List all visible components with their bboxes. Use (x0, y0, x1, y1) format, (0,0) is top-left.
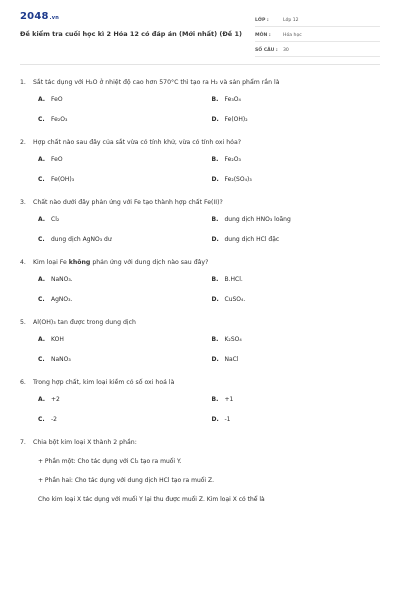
option-label: B. (211, 396, 219, 403)
question-number: 2. (20, 139, 26, 146)
option-label: D. (211, 356, 219, 363)
option-label: A. (38, 396, 46, 403)
option-label: A. (38, 336, 46, 343)
option-a[interactable] (38, 95, 212, 104)
option-text: +2 (51, 396, 60, 403)
option-text: Fe(OH)₂ (224, 116, 248, 123)
option-b[interactable] (212, 395, 386, 404)
question-7 (20, 438, 385, 504)
question-number: 1. (20, 79, 26, 86)
option-c[interactable] (38, 295, 212, 304)
question-5 (20, 318, 385, 378)
option-d[interactable] (212, 415, 386, 424)
question-6 (20, 378, 385, 438)
option-label: C. (38, 176, 45, 183)
meta-key: SỐ CÂU : (255, 47, 278, 53)
meta-row-count (255, 44, 380, 57)
question-stem: Hợp chất nào sau đây của sắt vừa có tính khử, vừa có tính oxi hóa? (33, 139, 242, 146)
option-label: B. (211, 156, 219, 163)
stem-emphasis: không (68, 259, 91, 266)
option-c[interactable] (38, 175, 212, 184)
exam-title: Đề kiểm tra cuối học kì 2 Hóa 12 có đáp án (Mới nhất) (Đề 1) (20, 30, 242, 38)
exam-meta (255, 14, 380, 59)
question-list (20, 78, 385, 504)
option-text: KOH (51, 336, 64, 343)
option-text: dung dịch HNO₃ loãng (224, 216, 291, 223)
question-stem: Al(OH)₃ tan được trong dung dịch (33, 319, 136, 326)
header-divider (20, 64, 380, 65)
option-text: NaNO₃ (51, 356, 71, 363)
stem-part: Kim loại Fe (33, 259, 69, 266)
meta-value: Hóa học (283, 32, 302, 38)
meta-key: MÔN : (255, 32, 271, 38)
question-1 (20, 78, 385, 138)
option-text: B.HCl. (224, 276, 243, 283)
option-label: D. (211, 236, 219, 243)
option-a[interactable] (38, 395, 212, 404)
question-2 (20, 138, 385, 198)
option-label: C. (38, 296, 45, 303)
stem-part: phản ứng với dung dịch nào sau đây? (90, 259, 209, 266)
option-text: NaCl (224, 356, 239, 363)
option-text: Fe₂O₃ (224, 156, 241, 163)
option-label: C. (38, 356, 45, 363)
option-text: FeO (51, 96, 63, 103)
option-b[interactable] (212, 215, 386, 224)
option-label: B. (211, 336, 219, 343)
option-b[interactable] (212, 275, 386, 284)
option-b[interactable] (212, 335, 386, 344)
option-c[interactable] (38, 355, 212, 364)
option-label: D. (211, 416, 219, 423)
question-3 (20, 198, 385, 258)
question-number: 4. (20, 259, 26, 266)
meta-row-class (255, 14, 380, 27)
option-text: Fe₂O₃ (51, 116, 68, 123)
option-label: D. (211, 116, 219, 123)
option-text: dung dịch HCl đặc (224, 236, 280, 243)
option-text: Fe(OH)₃ (51, 176, 75, 183)
option-label: C. (38, 236, 45, 243)
option-c[interactable] (38, 115, 212, 124)
option-text: -2 (51, 416, 57, 423)
option-c[interactable] (38, 235, 212, 244)
question-number: 7. (20, 439, 26, 446)
option-text: Cl₂ (51, 216, 60, 223)
option-d[interactable] (212, 235, 386, 244)
meta-key: LỚP : (255, 17, 269, 23)
option-text: dung dịch AgNO₃ dư (51, 236, 112, 243)
question-number: 6. (20, 379, 26, 386)
option-b[interactable] (212, 95, 386, 104)
option-text: NaNO₃. (51, 276, 73, 283)
question-number: 3. (20, 199, 26, 206)
option-d[interactable] (212, 115, 386, 124)
option-c[interactable] (38, 415, 212, 424)
question-tail: Cho kim loại X tác dụng với muối Y lại thu được muối Z. Kim loại X có thể là (38, 496, 265, 503)
option-label: D. (211, 176, 219, 183)
option-a[interactable] (38, 275, 212, 284)
option-label: D. (211, 296, 219, 303)
option-label: C. (38, 416, 45, 423)
question-stem: Chất nào dưới đây phản ứng với Fe tạo thành hợp chất Fe(II)? (33, 199, 223, 206)
question-stem: Sắt tác dụng với H₂O ở nhiệt độ cao hơn 570°C thì tạo ra H₂ và sản phẩm rắn là (33, 79, 280, 86)
option-label: B. (211, 276, 219, 283)
option-text: CuSO₄. (224, 296, 246, 303)
question-4 (20, 258, 385, 318)
meta-value: Lớp 12 (283, 17, 299, 23)
option-text: +1 (224, 396, 234, 403)
option-text: FeO (51, 156, 63, 163)
option-text: K₂SO₄ (224, 336, 242, 343)
option-text: -1 (224, 416, 231, 423)
site-logo[interactable] (20, 11, 59, 22)
option-text: Fe₃O₄ (224, 96, 241, 103)
question-stem (33, 258, 385, 267)
question-part-2: + Phần hai: Cho tác dụng với dung dịch HCl tạo ra muối Z. (38, 477, 215, 484)
meta-value: 30 (283, 47, 289, 53)
option-label: A. (38, 96, 46, 103)
question-part-1: + Phần một: Cho tác dụng với Cl₂ tạo ra muối Y. (38, 458, 182, 465)
option-label: A. (38, 216, 46, 223)
question-stem: Trong hợp chất, kim loại kiềm có số oxi hoá là (33, 379, 175, 386)
option-label: B. (211, 96, 219, 103)
option-d[interactable] (212, 355, 386, 364)
option-text: Fe₂(SO₄)₃ (224, 176, 252, 183)
question-stem: Chia bột kim loại X thành 2 phần: (33, 439, 137, 446)
option-label: C. (38, 116, 45, 123)
question-number: 5. (20, 319, 26, 326)
logo-text: 2048 (20, 11, 49, 22)
meta-row-subject (255, 29, 380, 42)
option-d[interactable] (212, 295, 386, 304)
option-b[interactable] (212, 155, 386, 164)
option-a[interactable] (38, 335, 212, 344)
option-label: A. (38, 276, 46, 283)
option-a[interactable] (38, 215, 212, 224)
option-a[interactable] (38, 155, 212, 164)
option-label: B. (211, 216, 219, 223)
option-d[interactable] (212, 175, 386, 184)
option-text: AgNO₃. (51, 296, 73, 303)
logo-suffix: .vn (49, 15, 59, 21)
option-label: A. (38, 156, 46, 163)
